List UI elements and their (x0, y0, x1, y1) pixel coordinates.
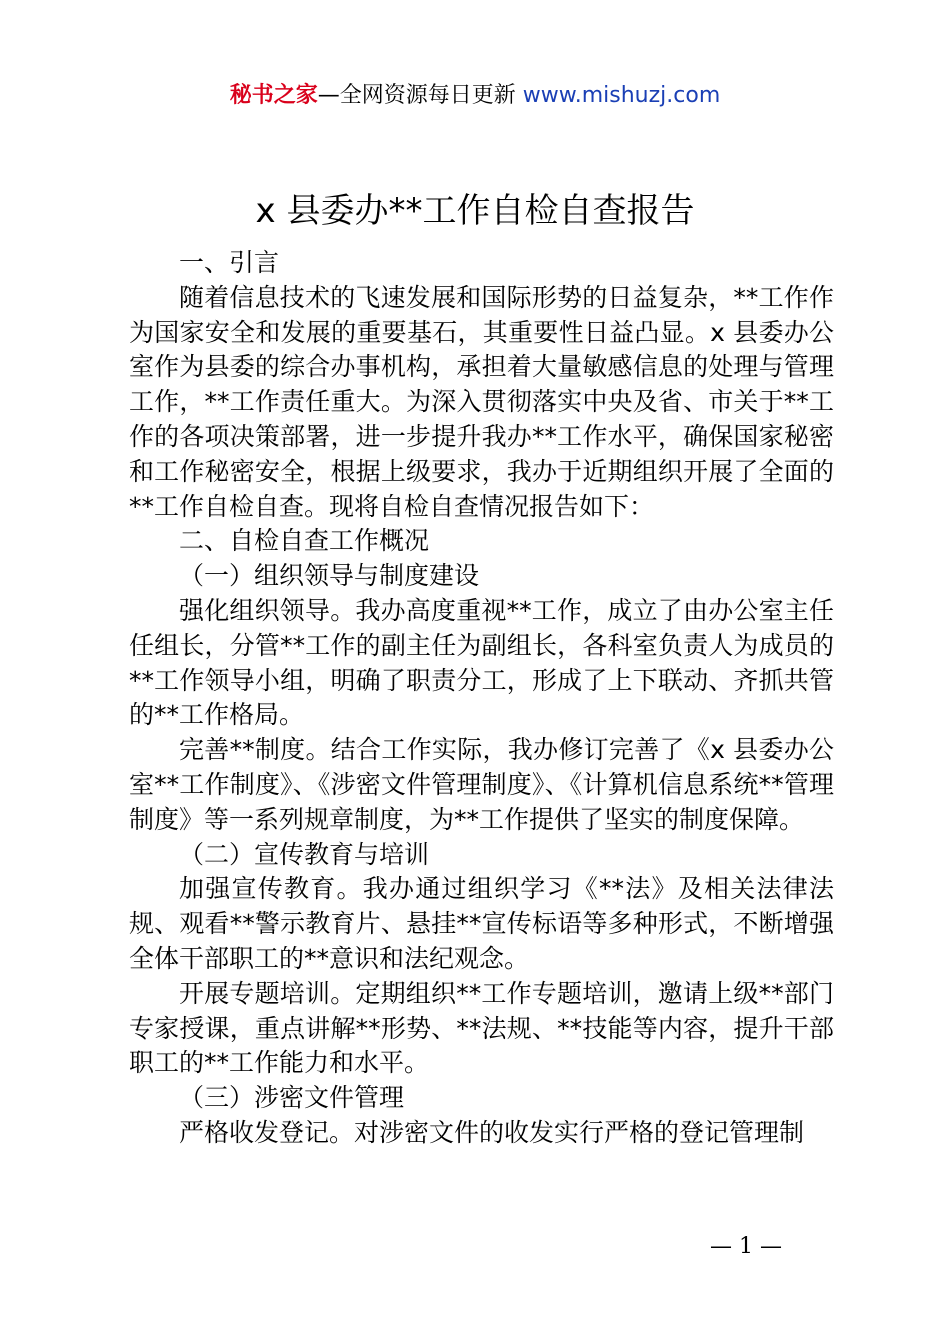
site-url[interactable]: www.mishuzj.com (522, 83, 721, 108)
document-title: x 县委办**工作自检自查报告 (255, 191, 695, 231)
site-brand: 秘书之家 (229, 83, 318, 108)
site-tagline: —全网资源每日更新 (317, 83, 523, 108)
section-heading: 一、引言 (179, 248, 280, 277)
subsection-heading: （一）组织领导与制度建设 (179, 561, 480, 591)
document-body (129, 246, 834, 1151)
paragraph: 加强宣传教育。我办通过组织学习《**法》及相关法律法规、观看**警示教育片、悬挂**宣传标语等多种形式，不断增强全体干部职工的**意识和法纪观念。 (129, 874, 834, 973)
paragraph: 完善**制度。结合工作实际，我办修订完善了《x 县委办公室**工作制度》、《涉密文件管理制度》、《计算机信息系统**管理制度》等一系列规章制度，为**工作提供了坚实的制度保障。 (129, 735, 834, 834)
section-heading: 二、自检自查工作概况 (179, 526, 430, 556)
subsection-heading: （三）涉密文件管理 (179, 1083, 405, 1113)
subsection-heading: （二）宣传教育与培训 (179, 839, 430, 869)
paragraph: 强化组织领导。我办高度重视**工作，成立了由办公室主任任组长，分管**工作的副主任为副组长，各科室负责人为成员的**工作领导小组，明确了职责分工，形成了上下联动、齐抓共管的**工作格局。 (129, 595, 834, 730)
site-header (0, 80, 950, 112)
paragraph: 随着信息技术的飞速发展和国际形势的日益复杂，**工作作为国家安全和发展的重要基石，其重要性日益凸显。x 县委办公室作为县委的综合办事机构，承担着大量敏感信息的处理与管理工作，**工作责任重大。为深入贯彻落实中央及省、市关于**工作的各项决策部署，进一步提升我办**工作水平，确保国家秘密和工作秘密安全，根据上级要求，我办于近期组织开展了全面的**工作自检自查。现将自检自查情况报告如下： (129, 282, 834, 521)
page-number: — 1 — (710, 1234, 782, 1259)
paragraph: 开展专题培训。定期组织**工作专题培训，邀请上级**部门专家授课，重点讲解**形势、**法规、**技能等内容，提升干部职工的**工作能力和水平。 (129, 978, 834, 1078)
paragraph: 严格收发登记。对涉密文件的收发实行严格的登记管理制 (179, 1117, 805, 1147)
